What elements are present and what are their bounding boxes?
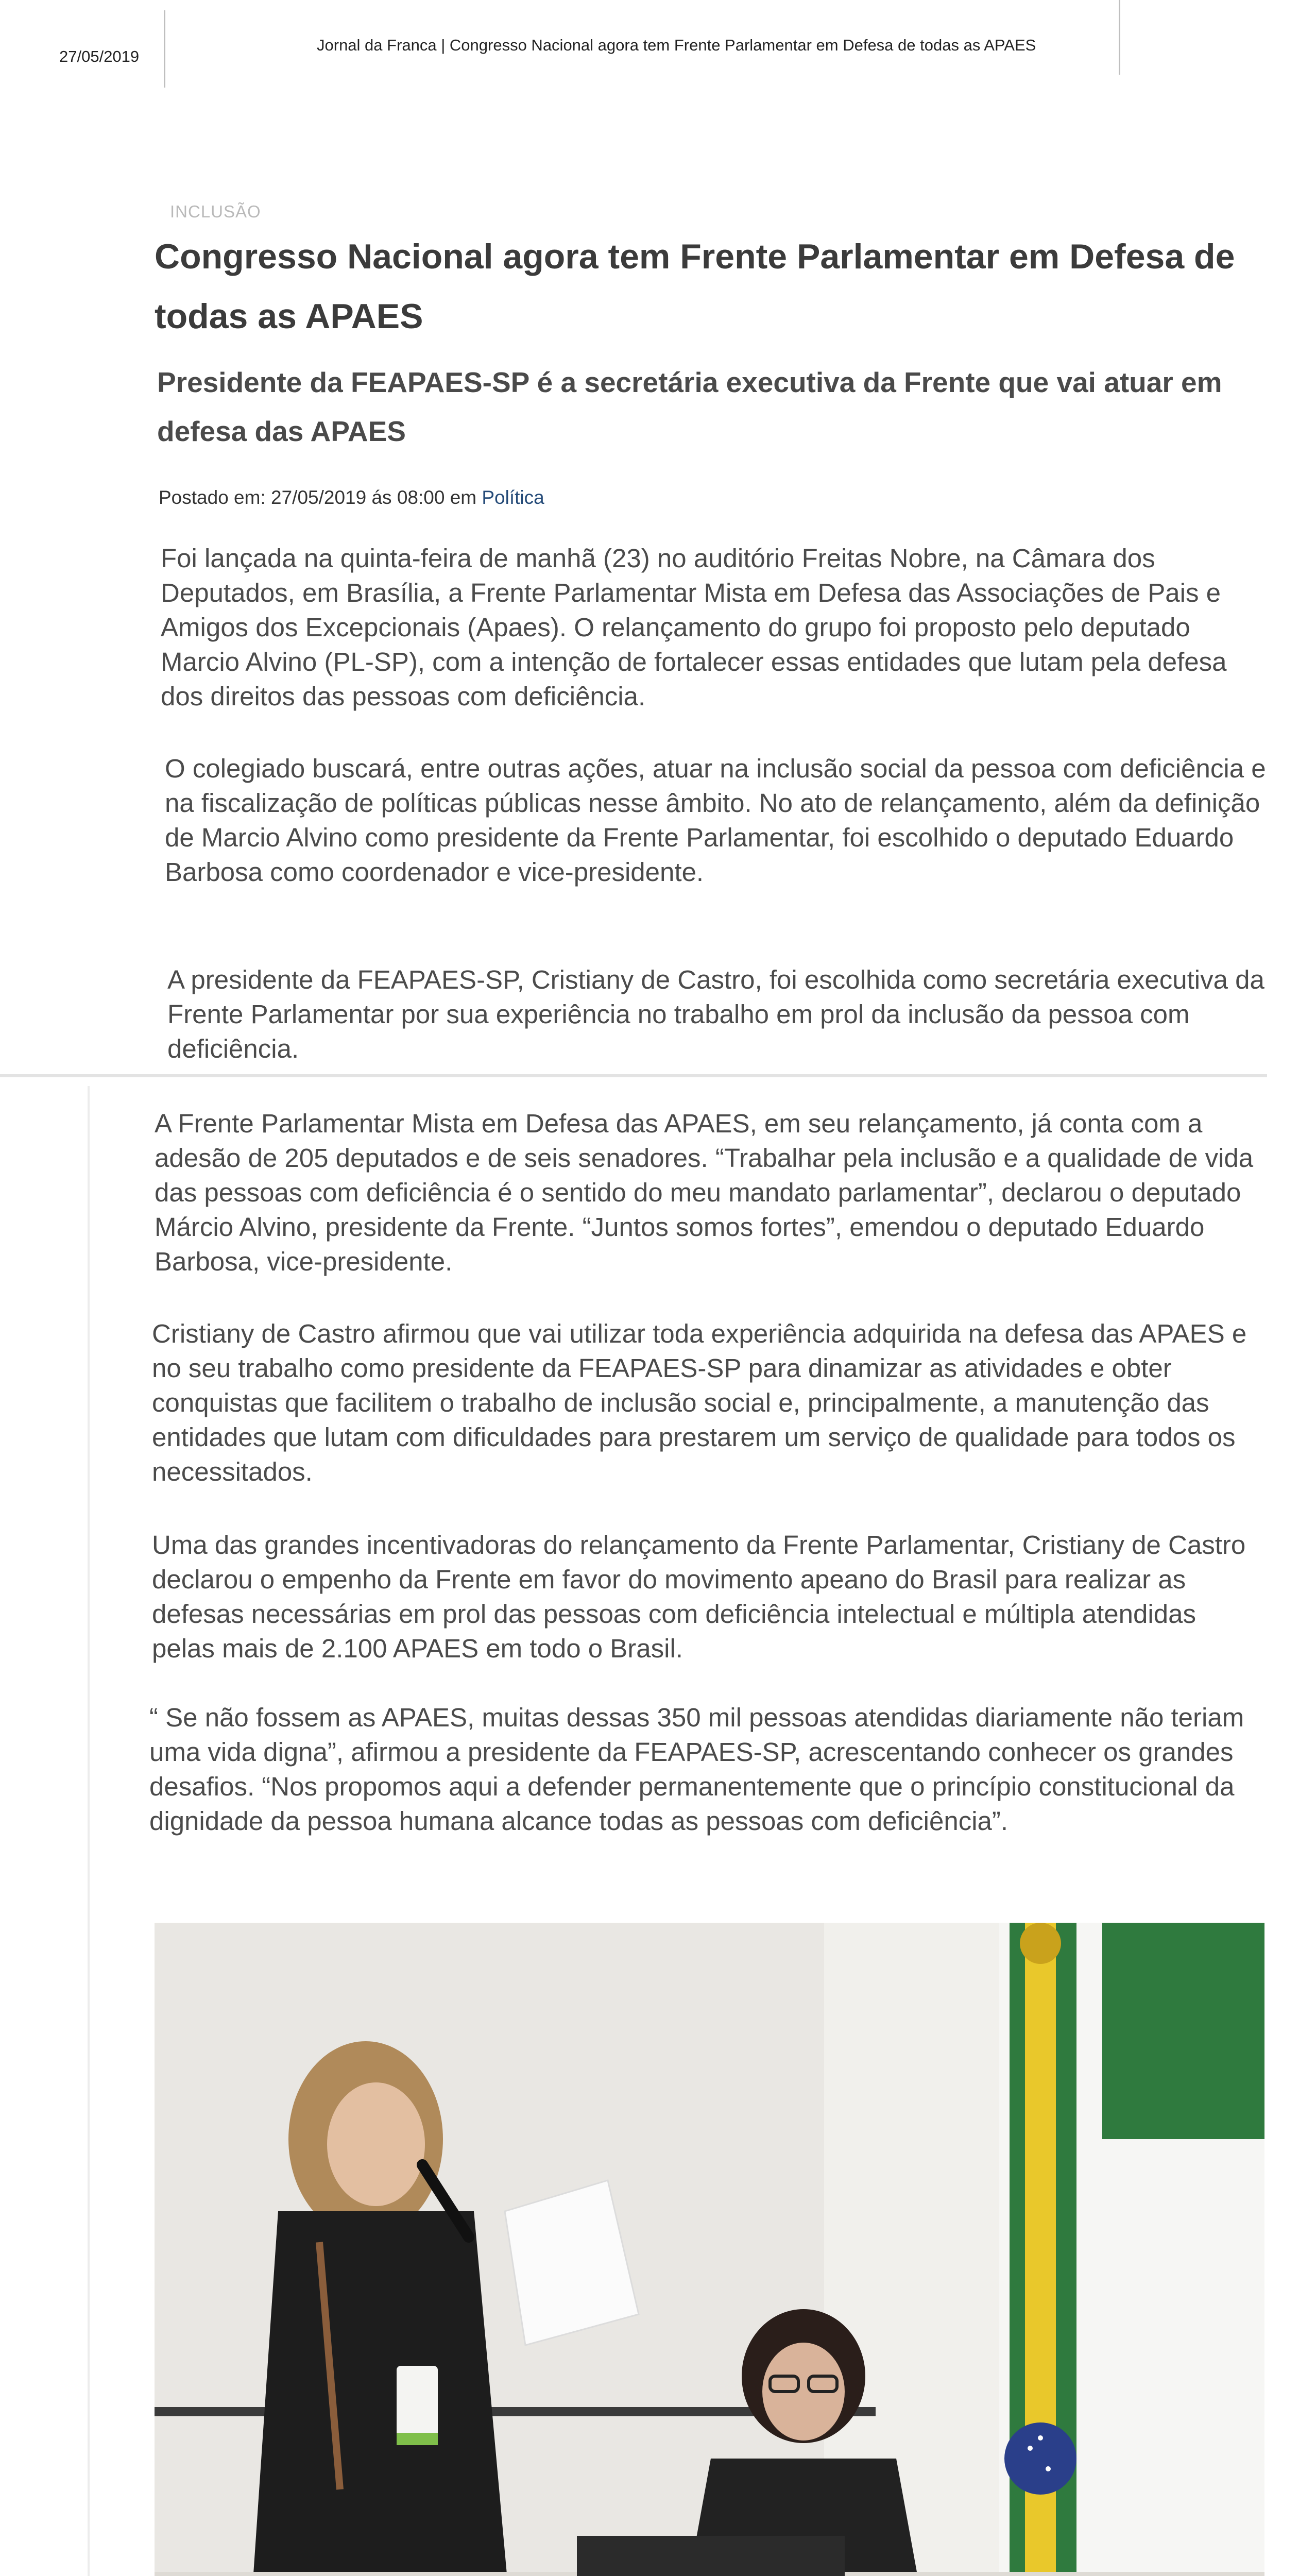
header-divider [164,10,165,88]
article-paragraph: A Frente Parlamentar Mista em Defesa das APAES, em seu relançamento, já conta com a adesão de 205 deputados e de seis senadores. “Trabalhar pela inclusão e a qualidade de vida das pessoas com deficiência é o sentido do meu mandato parlamentar”, declarou o deputado Márcio Alvino, presidente da Frente. “Juntos somos fortes”, emendou o deputado Eduardo Barbosa, vice-presidente. [155,1109,1254,1276]
article-paragraph: Cristiany de Castro afirmou que vai utilizar toda experiência adquirida na defesa das APAES e no seu trabalho como presidente da FEAPAES-SP para dinamizar as atividades e obter conquistas que facilitem o trabalho de inclusão social e, principalmente, a manutenção das entidades que lutam com dificuldades para prestarem um serviço de qualidade para todos os necessitados. [152,1319,1247,1486]
article-paragraph: Foi lançada na quinta-feira de manhã (23) no auditório Freitas Nobre, na Câmara dos Deputados, em Brasília, a Frente Parlamentar Mista em Defesa das Associações de Pais e Amigos dos Excepcionais (Apaes). O relançamento do grupo foi proposto pelo deputado Marcio Alvino (PL-SP), com a intenção de fortalecer essas entidades que lutam pela defesa dos direitos das pessoas com deficiência. [161,544,1227,711]
article-paragraph: Uma das grandes incentivadoras do relançamento da Frente Parlamentar, Cristiany de Castro declarou o empenho da Frente em favor do movimento apeano do Brasil para realizar as defesas necessárias em prol das pessoas com deficiência intelectual e múltipla atendidas pelas mais de 2.100 APAES em todo o Brasil. [152,1530,1246,1663]
print-date: 27/05/2019 [59,47,140,65]
article-headline: Congresso Nacional agora tem Frente Parlamentar em Defesa de todas as APAES [155,237,1235,336]
section-kicker[interactable]: INCLUSÃO [170,202,261,221]
byline [159,487,544,509]
article-paragraph: “ Se não fossem as APAES, muitas dessas 350 mil pessoas atendidas diariamente não teriam uma vida digna”, afirmou a presidente da FEAPAES-SP, acrescentando conhecer os grandes desafios. “Nos propomos aqui a defender permanentemente que o princípio constitucional da dignidade da pessoa humana alcance todas as pessoas com deficiência”. [149,1703,1244,1836]
article-deck: Presidente da FEAPAES-SP é a secretária executiva da Frente que vai atuar em defesa das APAES [157,366,1222,447]
photo-illustration [155,1923,1264,2576]
byline-date: Postado em: 27/05/2019 ás 08:00 em [159,487,482,508]
article-photo [155,1923,1264,2576]
header-divider [1119,0,1120,75]
print-title: Jornal da Franca | Congresso Nacional agora tem Frente Parlamentar em Defesa de todas as APAES [317,36,1036,54]
article-paragraph: O colegiado buscará, entre outras ações, atuar na inclusão social da pessoa com deficiência e na fiscalização de políticas públicas nesse âmbito. No ato de relançamento, além da definição de Marcio Alvino como presidente da Frente Parlamentar, foi escolhido o deputado Eduardo Barbosa como coordenador e vice-presidente. [165,754,1266,887]
print-header [0,0,1299,103]
category-link[interactable]: Política [482,487,544,508]
article-paragraph: A presidente da FEAPAES-SP, Cristiany de Castro, foi escolhida como secretária executiva da Frente Parlamentar por sua experiência no trabalho em prol da inclusão da pessoa com deficiência. [167,965,1264,1063]
